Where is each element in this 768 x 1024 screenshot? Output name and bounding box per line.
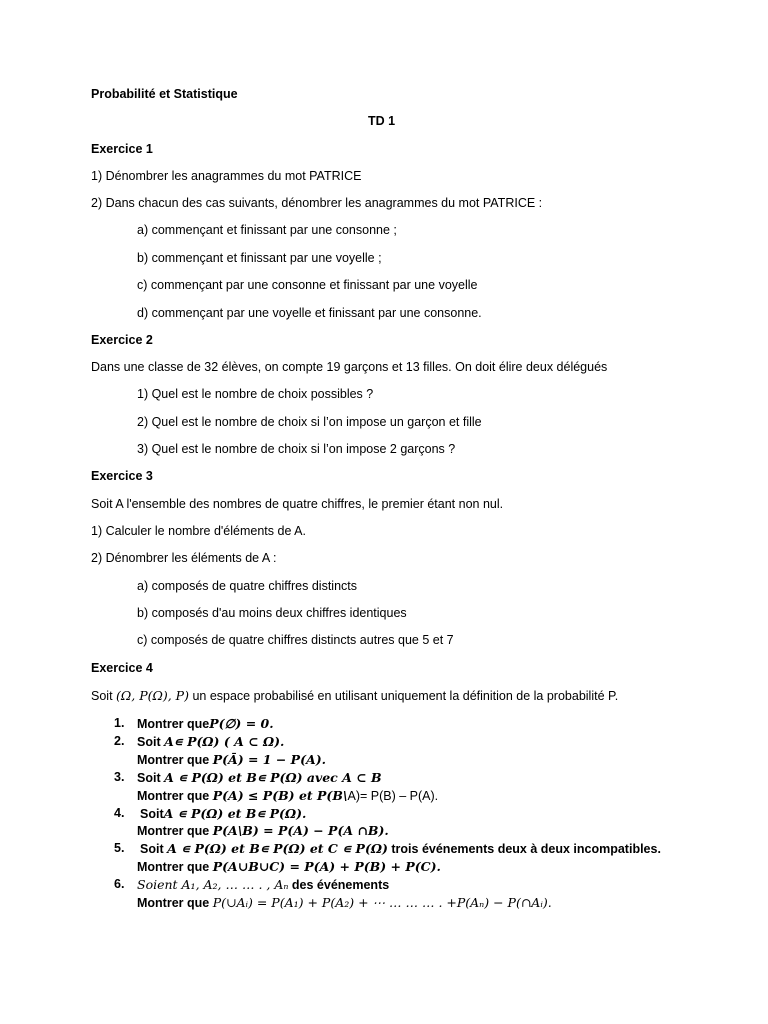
- exercise-4-item-6-line-1: [137, 877, 389, 893]
- item-formula: P(A) ≤ P(B) et P(B\: [212, 788, 348, 803]
- exercise-2-question-2: 2) Quel est le nombre de choix si l’on impose un garçon et fille: [137, 415, 482, 429]
- exercise-3-intro: Soit A l'ensemble des nombres de quatre chiffres, le premier étant non nul.: [91, 497, 504, 511]
- exercise-4-item-6-line-2: [137, 895, 552, 911]
- exercise-4-item-2-line-2: [137, 752, 326, 768]
- exercise-4-title: Exercice 4: [91, 661, 153, 675]
- exercise-3-case-b: b) composés d'au moins deux chiffres identiques: [137, 606, 407, 620]
- item-text: Soit: [140, 842, 168, 856]
- item-text: Soit: [137, 771, 165, 785]
- exercise-3-question-1: 1) Calculer le nombre d'éléments de A.: [91, 524, 306, 538]
- item-formula: A∊ P(Ω) ( A ⊂ Ω).: [164, 734, 285, 749]
- exercise-4-intro-formula: (Ω, P(Ω), P): [116, 688, 189, 703]
- item-text: Montrer que: [137, 717, 210, 731]
- exercise-4-intro-suffix: un espace probabilisé en utilisant uniquement la définition de la probabilité P.: [188, 689, 619, 703]
- exercise-1-question-2: 2) Dans chacun des cas suivants, dénombrer les anagrammes du mot PATRICE :: [91, 196, 543, 210]
- exercise-1-question-1: 1) Dénombrer les anagrammes du mot PATRICE: [91, 169, 362, 183]
- item-text: Montrer que: [137, 860, 213, 874]
- list-item-number: 1.: [114, 716, 125, 730]
- exercise-3-case-c: c) composés de quatre chiffres distincts autres que 5 et 7: [137, 633, 454, 647]
- item-formula: A ∊ P(Ω) et B∊ P(Ω) et C ∊ P(Ω): [167, 841, 388, 856]
- exercise-1-title: Exercice 1: [91, 142, 153, 156]
- exercise-1-case-a: a) commençant et finissant par une consonne ;: [137, 223, 397, 237]
- exercise-4-intro: [91, 688, 618, 704]
- exercise-1-case-c: c) commençant par une consonne et finissant par une voyelle: [137, 278, 478, 292]
- exercise-2-title: Exercice 2: [91, 333, 153, 347]
- exercise-4-item-5-line-1: [140, 841, 661, 857]
- item-text: Soit: [137, 735, 165, 749]
- exercise-3-case-a: a) composés de quatre chiffres distincts: [137, 579, 358, 593]
- item-formula: P(A\B) = P(A) − P(A ∩B).: [212, 823, 389, 838]
- exercise-4-item-4-line-1: [140, 806, 306, 822]
- exercise-4-item-1-line-1: [137, 716, 274, 732]
- exercise-4-intro-prefix: Soit: [91, 689, 117, 703]
- item-text: Montrer que: [137, 753, 213, 767]
- exercise-4-item-2-line-1: [137, 734, 284, 750]
- item-text: Montrer que: [137, 896, 213, 910]
- list-item-number: 5.: [114, 841, 125, 855]
- item-text: Montrer que: [137, 824, 213, 838]
- exercise-4-item-5-line-2: [137, 859, 441, 875]
- item-formula: A ∊ P(Ω) et B∊ P(Ω).: [163, 806, 307, 821]
- exercise-3-question-2: 2) Dénombrer les éléments de A :: [91, 551, 277, 565]
- item-formula: Soient A₁, A₂, … … . , Aₙ: [137, 877, 289, 892]
- item-text-tail: des événements: [288, 878, 390, 892]
- exercise-2-intro: Dans une classe de 32 élèves, on compte 19 garçons et 13 filles. On doit élire deux délégués: [91, 360, 608, 374]
- exercise-4-item-3-line-2: [137, 788, 438, 804]
- exercise-2-question-1: 1) Quel est le nombre de choix possibles ?: [137, 387, 374, 401]
- exercise-2-question-3: 3) Quel est le nombre de choix si l’on impose 2 garçons ?: [137, 442, 456, 456]
- td-title: TD 1: [368, 114, 396, 128]
- item-text-tail: A)= P(B) – P(A).: [347, 789, 439, 803]
- item-text: Soit: [140, 807, 164, 821]
- exercise-1-case-b: b) commençant et finissant par une voyelle ;: [137, 251, 382, 265]
- exercise-3-title: Exercice 3: [91, 469, 153, 483]
- list-item-number: 4.: [114, 806, 125, 820]
- list-item-number: 6.: [114, 877, 125, 891]
- exercise-1-case-d: d) commençant par une voyelle et finissant par une consonne.: [137, 306, 482, 320]
- item-formula: A ∊ P(Ω) et B∊ P(Ω) avec A ⊂ B: [164, 770, 382, 785]
- list-item-number: 3.: [114, 770, 125, 784]
- document-subject: Probabilité et Statistique: [91, 87, 238, 101]
- item-text: Montrer que: [137, 789, 213, 803]
- exercise-4-item-3-line-1: [137, 770, 382, 786]
- item-formula: P(Ā) = 1 − P(A).: [212, 752, 326, 767]
- exercise-4-item-4-line-2: [137, 823, 389, 839]
- item-formula: P(A∪B∪C) = P(A) + P(B) + P(C).: [212, 859, 441, 874]
- list-item-number: 2.: [114, 734, 125, 748]
- item-formula: P(∪Aᵢ) = P(A₁) + P(A₂) + ⋯ … … … . +P(Aₙ) − P(∩Aᵢ).: [212, 895, 552, 910]
- item-formula: P(∅) = 0.: [209, 716, 274, 731]
- item-text-tail: trois événements deux à deux incompatibles.: [387, 842, 661, 856]
